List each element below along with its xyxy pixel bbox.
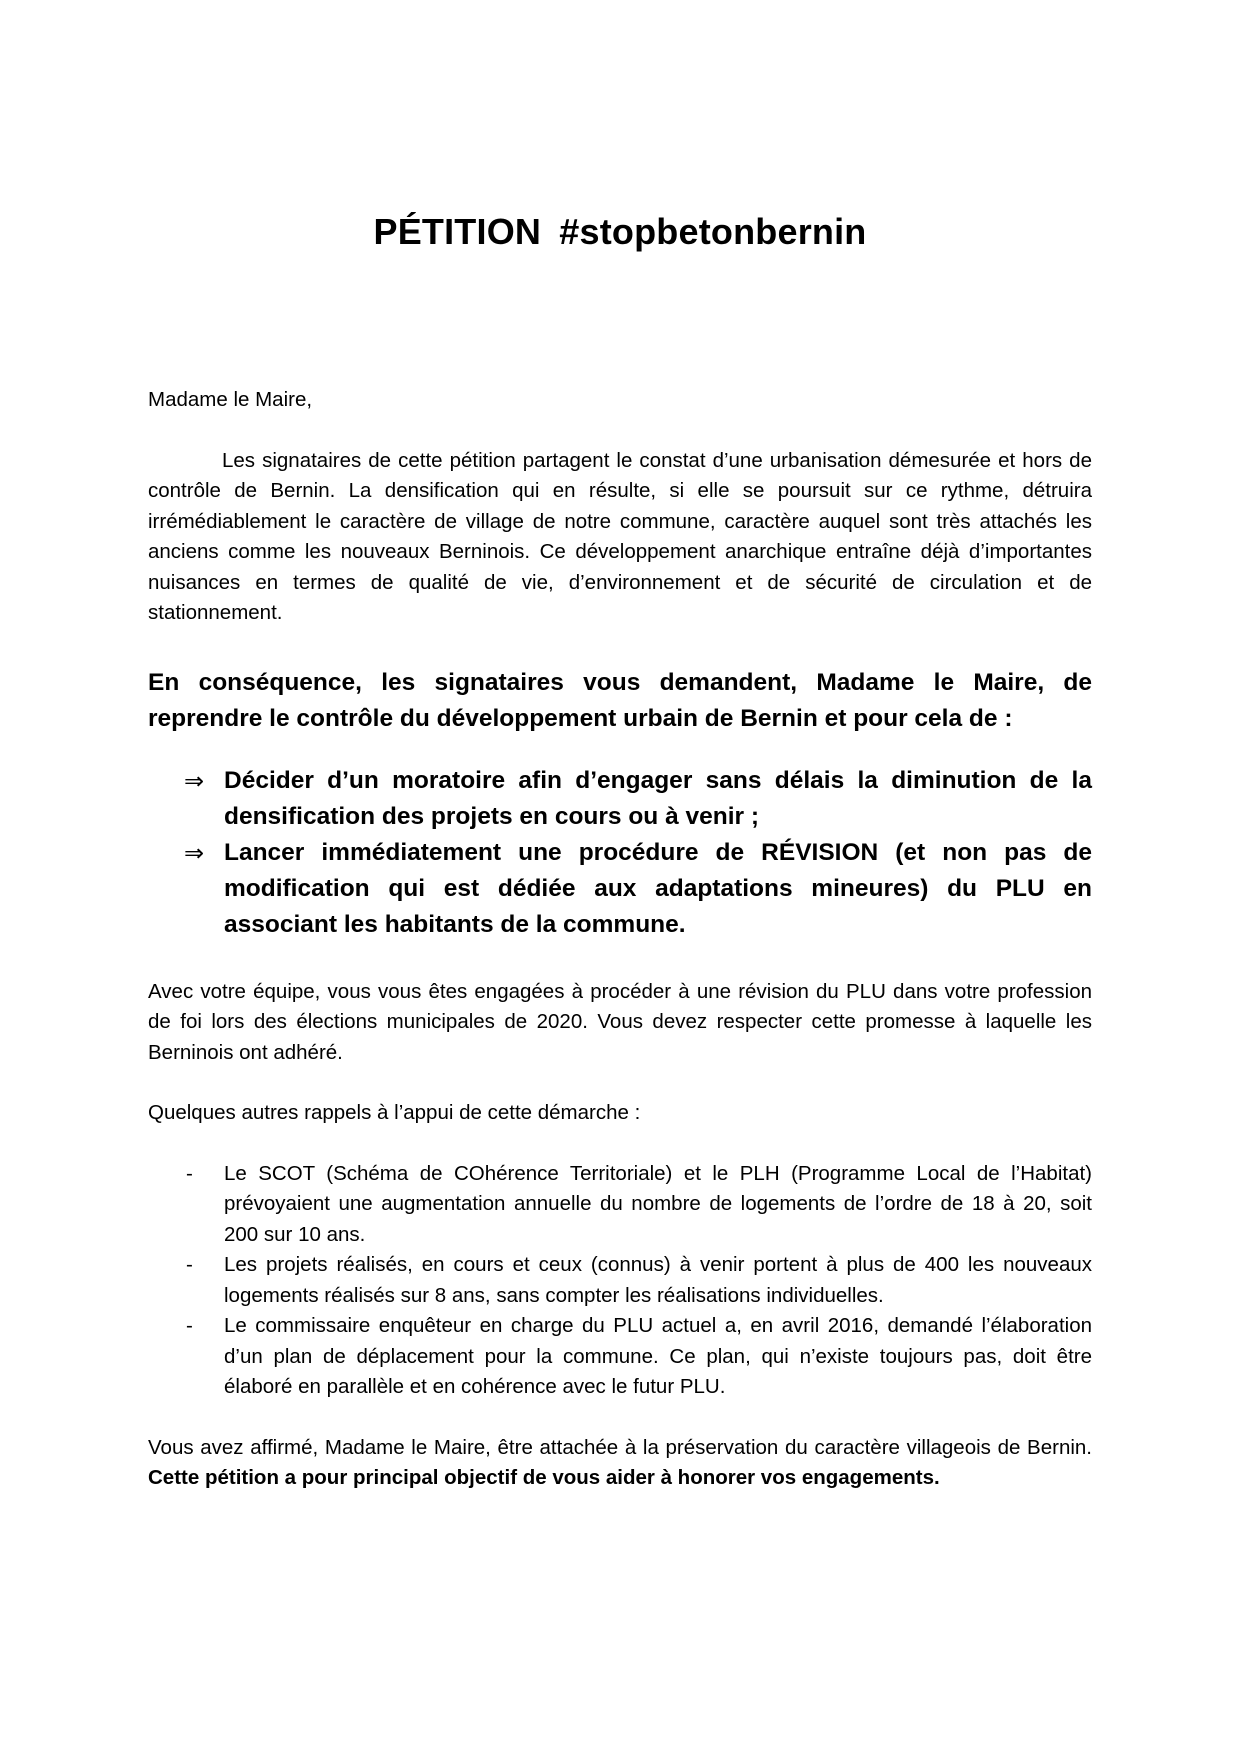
reminder-text: Les projets réalisés, en cours et ceux (connus) à venir portent à plus de 400 les nouveaux logements réalisés sur 8 ans, sans compter les réalisations individuelles. <box>224 1253 1092 1307</box>
intro-paragraph: Les signataires de cette pétition partagent le constat d’une urbanisation démesurée et hors de contrôle de Bernin. La densification qui en résulte, si elle se poursuit sur ce rythme, détruira irrémédiablement le caractère de village de notre commune, caractère auquel sont très attachés les anciens comme les nouveaux Berninois. Ce développement anarchique entraîne déjà d’importantes nuisances en termes de qualité de vie, d’environnement et de sécurité de circulation et de stationnement. <box>148 448 1092 624</box>
closing-bold-text: Cette pétition a pour principal objectif de vous aider à honorer vos engagements. <box>148 1466 940 1489</box>
demand-paragraph: En conséquence, les signataires vous demandent, Madame le Maire, de reprendre le contrôle du développement urbain de Bernin et pour cela de : <box>148 668 1092 732</box>
dash-bullet: - <box>186 1253 193 1276</box>
page-title: PÉTITION #stopbetonbernin <box>373 211 867 252</box>
reminders-list <box>148 1159 1092 1403</box>
reminder-text: Le commissaire enquêteur en charge du PLU actuel a, en avril 2016, demandé l’élaboration d’un plan de déplacement pour la commune. Ce plan, qui n’existe toujours pas, doit être élaboré en parallèle et en cohérence avec le futur PLU. <box>224 1314 1092 1398</box>
letter-body <box>148 385 1092 1494</box>
arrow-icon: ⇒ <box>184 838 205 867</box>
demand-text: Décider d’un moratoire afin d’engager sans délais la diminution de la densification des projets en cours ou à venir ; <box>224 766 1092 830</box>
closing-paragraph <box>148 1433 1092 1494</box>
demand-item <box>148 835 1092 943</box>
salutation: Madame le Maire, <box>148 388 313 411</box>
demand-item <box>148 763 1092 835</box>
reminders-intro: Quelques autres rappels à l’appui de cette démarche : <box>148 1101 641 1124</box>
reminder-text: Le SCOT (Schéma de COhérence Territoriale) et le PLH (Programme Local de l’Habitat) prévoyaient une augmentation annuelle du nombre de logements de l’ordre de 18 à 20, soit 200 sur 10 ans. <box>224 1161 1092 1246</box>
demand-text: Lancer immédiatement une procédure de RÉVISION (et non pas de modification qui est dédiée aux adaptations mineures) du PLU en associant les habitants de la commune. <box>224 838 1092 938</box>
reminder-item <box>148 1311 1092 1403</box>
dash-bullet: - <box>186 1161 193 1185</box>
reminder-item <box>148 1250 1092 1311</box>
reminder-item <box>148 1159 1092 1251</box>
team-paragraph: Avec votre équipe, vous vous êtes engagées à procéder à une révision du PLU dans votre profession de foi lors des élections municipales de 2020. Vous devez respecter cette promesse à laquelle les Berninois ont adhéré. <box>148 979 1092 1064</box>
demand-list <box>148 763 1092 943</box>
dash-bullet: - <box>186 1314 193 1337</box>
closing-text: Vous avez affirmé, Madame le Maire, être attachée à la préservation du caractère villageois de Bernin. <box>148 1435 1092 1459</box>
arrow-icon: ⇒ <box>184 766 205 795</box>
